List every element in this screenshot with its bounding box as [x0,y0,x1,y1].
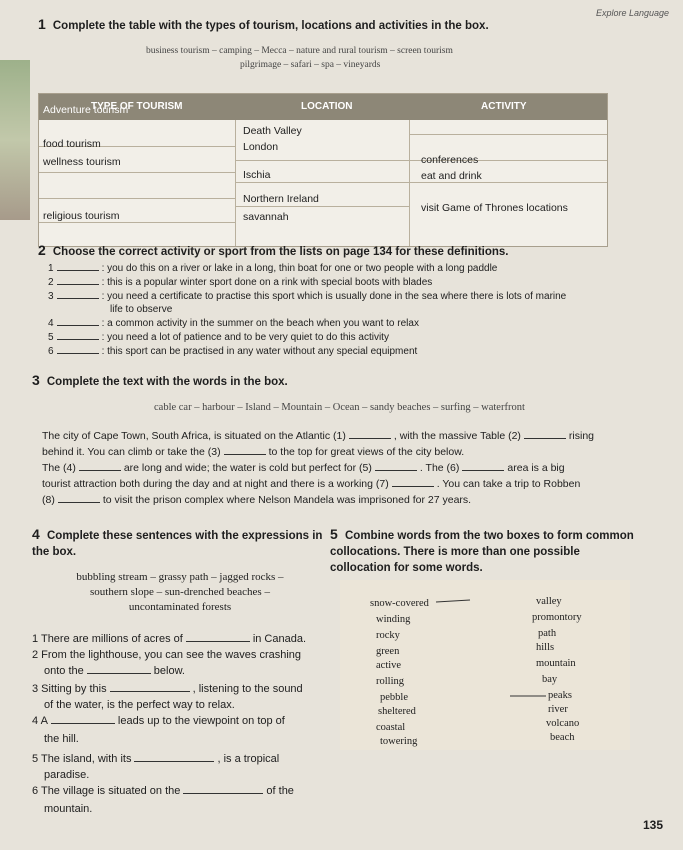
ex3-line-1: The city of Cape Town, South Africa, is situated on the Atlantic (1) , with the massive Table (2) rising [42,430,595,442]
left-word-4: green [376,646,400,657]
right-word-10: beach [550,732,575,743]
ex4-sentence-3: 3 Sitting by this , listening to the sound [32,683,303,695]
left-word-8: sheltered [378,706,416,717]
answer-blank[interactable] [79,470,121,471]
answer-blank[interactable] [183,793,263,794]
ex4-sentence-2-cont: onto the below. [44,665,185,677]
ex4-word-box: bubbling stream – grassy path – jagged rocks – southern slope – sun-drenched beaches – uncontaminated forests [76,571,284,613]
ex5-word-boxes [340,580,630,750]
location-1: Death Valley [243,125,302,137]
answer-blank[interactable] [524,438,566,439]
answer-blank[interactable] [87,673,151,674]
right-word-6: bay [542,674,558,685]
ex5-title-2: collocations. There is more than one possible [330,546,580,558]
ex4-sentence-3-cont: of the water, is the perfect way to relax. [44,699,235,711]
type-2: food tourism [43,138,101,150]
answer-blank[interactable] [224,454,266,455]
definition-4: 4 : a common activity in the summer on the beach when you want to relax [48,318,419,329]
answer-blank[interactable] [110,691,190,692]
ex2-number: 2 [38,242,46,258]
ex4-title-2: the box. [32,546,77,558]
definition-5: 5 : you need a lot of patience and to be very quiet to do this activity [48,332,389,343]
ex4-sentence-4: 4 A leads up to the viewpoint on top of [32,715,285,727]
ex1-box-line-2: pilgrimage – safari – spa – vineyards [240,60,381,70]
left-word-2: winding [376,614,411,625]
ex3-title: Complete the text with the words in the box. [46,376,288,388]
right-word-3: path [538,628,557,639]
header-activity: ACTIVITY [481,101,527,112]
answer-blank[interactable] [57,353,99,354]
ex3-line-2: behind it. You can climb or take the (3) to the top for great views of the city below. [42,446,465,458]
tourism-table [38,93,608,247]
left-word-3: rocky [376,630,400,641]
left-word-7: pebble [380,692,408,703]
type-5: religious tourism [43,210,120,222]
ex4-sentence-5: 5 The island, with its , is a tropical [32,753,280,765]
type-1: Adventure tourism [43,104,129,116]
ex4-sentence-1: 1 There are millions of acres of in Canada. [32,633,307,645]
ex4-title-1: Complete these sentences with the expressions in [47,530,323,542]
answer-blank[interactable] [134,761,214,762]
ex5-heading [330,526,634,576]
ex3-number: 3 [32,372,40,388]
answer-blank[interactable] [392,486,434,487]
ex1-title: Complete the table with the types of tourism, locations and activities in the box. [52,20,489,32]
ex4-sentence-6: 6 The village is situated on the of the [32,785,294,797]
answer-blank[interactable] [186,641,250,642]
location-5: savannah [243,211,289,223]
ex1-heading [38,16,489,32]
answer-blank[interactable] [57,325,99,326]
ex5-title-1: Combine words from the two boxes to form common [345,530,634,542]
ex5-number: 5 [330,526,338,542]
activity-1: conferences [421,154,479,166]
ex4-heading [32,526,322,560]
section-label: Explore Language [595,8,669,18]
answer-blank[interactable] [349,438,391,439]
ex4-sentence-4-cont: the hill. [44,733,79,745]
location-2: London [243,141,279,153]
answer-blank[interactable] [57,284,99,285]
left-word-9: coastal [376,722,406,733]
location-3: Ischia [243,169,271,181]
ex1-box-line-1: business tourism – camping – Mecca – nature and rural tourism – screen tourism [146,46,453,56]
ex1-number: 1 [38,16,46,32]
answer-blank[interactable] [57,270,99,271]
left-word-10: towering [380,736,418,747]
left-word-5: active [376,660,402,671]
ex4-number: 4 [32,526,40,542]
right-word-8: river [548,704,568,715]
ex2-title: Choose the correct activity or sport from the lists on page 134 for these definitions. [52,246,509,258]
ex5-title-3: collocation for some words. [330,562,483,574]
definition-1: 1 : you do this on a river or lake in a long, thin boat for one or two people with a long paddle [48,263,498,274]
activity-3: visit Game of Thrones locations [421,202,568,214]
answer-blank[interactable] [462,470,504,471]
side-photo [0,60,30,220]
ex2-heading [38,242,508,258]
ex3-line-4: tourist attraction both during the day and at night and there is a working (7) . You can take a trip to Robben [42,478,581,490]
definition-2: 2 : this is a popular winter sport done on a rink with special boots with blades [48,277,433,288]
right-word-2: promontory [532,612,582,623]
answer-blank[interactable] [58,502,100,503]
answer-blank[interactable] [375,470,417,471]
definition-6: 6 : this sport can be practised in any water without any special equipment [48,346,418,357]
ex3-line-3: The (4) are long and wide; the water is cold but perfect for (5) . The (6) area is a big [42,462,565,474]
header-type: TYPE OF TOURISM [91,101,183,112]
header-location: LOCATION [301,101,353,112]
definition-3-cont: life to observe [110,304,173,315]
ex4-sentence-6-cont: mountain. [44,803,93,815]
ex3-line-5: (8) to visit the prison complex where Nelson Mandela was imprisoned for 27 years. [42,494,472,506]
ex3-heading [32,372,288,388]
answer-blank[interactable] [51,723,115,724]
definition-3: 3 : you need a certificate to practise this sport which is usually done in the sea where there is lots of marine [48,291,567,302]
right-word-9: volcano [546,718,580,729]
location-4: Northern Ireland [243,193,319,205]
ex3-word-box: cable car – harbour – Island – Mountain – Ocean – sandy beaches – surfing – waterfront [154,402,525,413]
ex4-sentence-2: 2 From the lighthouse, you can see the waves crashing [32,649,302,661]
answer-blank[interactable] [57,339,99,340]
ex4-sentence-5-cont: paradise. [44,769,90,781]
activity-2: eat and drink [421,170,482,182]
right-word-1: valley [536,596,562,607]
right-word-4: hills [536,642,555,653]
left-word-1: snow-covered [370,598,429,609]
left-word-6: rolling [376,676,404,687]
type-3: wellness tourism [43,156,121,168]
right-word-5: mountain [536,658,576,669]
page-number: 135 [642,818,663,832]
right-word-7: peaks [548,690,572,701]
answer-blank[interactable] [57,298,99,299]
